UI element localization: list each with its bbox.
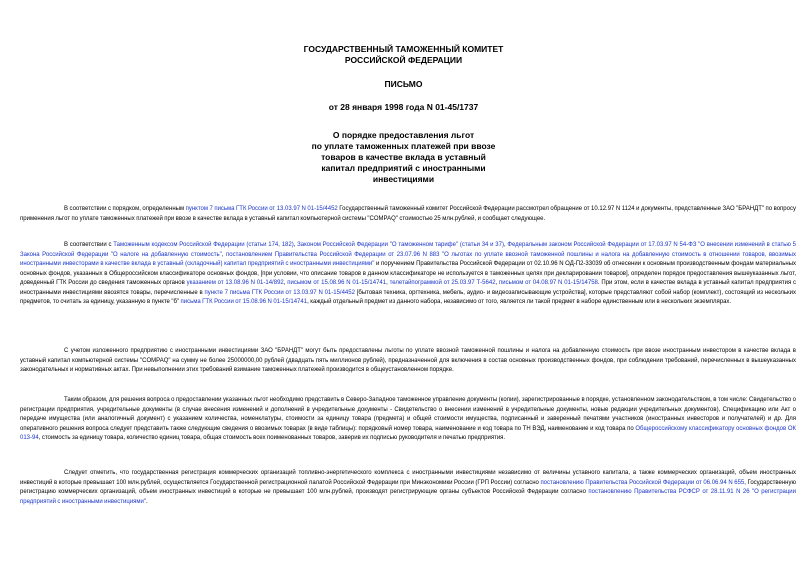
text-run: Государственный таможенный комитет Российской Федерации рассмотрел обращение от 10.12.97 N 1124 и документы, представленные ЗАО "БРАНДТ" по вопросу применения льгот по уплате таможенных платежей при ввозе в качестве вклада в уставный капитал компьютерной системы "COMPAQ" стоимостью 25 млн.рублей, и сообщает следующее. — [20, 206, 796, 222]
link-gtk-letter-13-03-97[interactable]: пунктом 7 письма ГТК России от 13.03.97 N 01-15/4452 — [185, 206, 338, 212]
link-teletype-t-5642[interactable]: телетайпограммой от 25.03.97 Т-5642 — [389, 280, 496, 286]
text-run: , — [283, 280, 288, 286]
paragraph-3 — [20, 347, 796, 376]
text-run: , Государственную регистрацию коммерческих организаций, объем иностранных инвестиций в которые не превышает 100 млн.рублей, производят регистрирующие органы субъектов Российской Федерации согласно — [20, 479, 796, 495]
text-run: . При этом, если в качестве вклада в уставный капитал предприятия с иностранными инвестициями ввозятся товары, перечисленные в — [20, 280, 797, 296]
text-run: . — [146, 498, 148, 505]
link-instruction-892[interactable]: указанием от 13.08.96 N 01-14/892 — [186, 280, 284, 286]
link-classifier-ok-013-94[interactable]: Общероссийскому классификатору основных фондов ОК 013-94 — [20, 425, 796, 441]
paragraph-1 — [20, 205, 796, 224]
link-customs-tariff-law[interactable]: Законом Российской Федерации "О таможенном тарифе" (статьи 34 и 37) — [297, 242, 504, 248]
link-resolution-655[interactable]: постановлению Правительства Российской Федерации от 06.06.94 N 655 — [540, 479, 745, 486]
issuer-line-2: РОССИЙСКОЙ ФЕДЕРАЦИИ — [344, 55, 463, 65]
text-run: Следует отметить, что государственная регистрация коммерческих организаций топливно-энергетического комплекса с иностранными инвестициями независимо от величины уставного капитала, а также коммерческих организаций, объем иностранных инвестиций в которые превышает 100 млн.рублей, осуществляется Государственной регистрационной палатой Российской Федерации при Минэкономики России (ГРП России) согласно — [20, 470, 796, 486]
text-run: , стоимость за единицу товара, количество единиц товара, общая стоимость всех поименованных товаров, заверив их подписью руководителя и печатью предприятия. — [38, 435, 506, 441]
text-run: В соответствии с порядком, определенным — [64, 206, 186, 212]
subject-line-1: О порядке предоставления льгот — [332, 130, 475, 140]
issuer-line-1: ГОСУДАРСТВЕННЫЙ ТАМОЖЕННЫЙ КОМИТЕТ — [303, 44, 504, 54]
link-federal-law-54-fz[interactable]: Федеральным законом Российской Федерации от 17.03.97 N 54-ФЗ "О внесении изменений в статью 5 Закона Российской Федерации "О налоге на добавленную стоимость" — [20, 242, 796, 258]
subject-line-3: товаров в качестве вклада в уставный — [321, 152, 486, 162]
link-letter-14741[interactable]: письмом от 15.08.96 N 01-15/14741 — [287, 280, 387, 286]
link-rsfsr-resolution-26[interactable]: постановлению Правительства РСФСР от 28.11.91 N 26 "О регистрации предприятий с иностранными инвестициями" — [20, 489, 797, 505]
text-run: , — [503, 242, 508, 248]
link-gtk-letter-item-7[interactable]: пункте 7 письма ГТК России от 13.03.97 N 01-15/4452 — [204, 289, 355, 296]
text-run: , — [386, 280, 390, 286]
link-letter-14758[interactable]: письмом от 04.08.97 N 01-15/14758 — [499, 280, 598, 286]
paragraph-2 — [20, 241, 796, 308]
text-run: , каждый отдельный предмет из данного набора, независимо от того, является ли такой предмет в наборе единственным или в нескольких экземплярах. — [307, 299, 732, 305]
link-gtk-letter-15-08-96[interactable]: письма ГТК России от 15.08.96 N 01-15/14741 — [180, 299, 308, 305]
text-run: Таким образом, для решения вопроса о предоставлении указанных льгот необходимо представить в Северо-Западное таможенное управление документы (копии), зарегистрированные в порядке, установленном законодательством, в том числе: Свидетельство о регистрации предприятия, учредительные документы (в случае внесения изменений и дополнений в учредительные документы - Свидетельство о внесении изменений в учредительные документы, новые редакции учредительных документов), Спецификацию или Акт о передаче имущества (или аналогичный документ) с указанием количества, номенклатуры, стоимости за единицу товара (предмета) и общей стоимости имущества, подписанный и заверенный печатями участников (иностранных инвесторов и получателей) и др. Для оперативного решения вопроса следует представить также следующие сведения о ввозимых товарах (в виде таблицы): порядковый номер товара, наименование и код товара по ТН ВЭД, наименование и код товара по — [20, 397, 796, 432]
link-government-resolution-883[interactable]: постановлением Правительства Российской Федерации от 23.07.96 N 883 "О льготах по уплате ввозной таможенной пошлины и налога на добавленную стоимость в отношении товаров, ввозимых иностранными инвесторами в качестве вклада в уставный (складочный) капитал предприятий с иностранными инвестициями" — [20, 251, 796, 267]
text-run: , — [495, 280, 500, 286]
subject-line-5: инвестициями — [372, 174, 435, 184]
text-run: С учетом изложенного предприятию с иностранными инвестициями ЗАО "БРАНДТ" могут быть предоставлены льготы по уплате ввозной таможенной пошлины и налога на добавленную стоимость при ввозе иностранным инвестором в качестве вклада в уставный капитал компьютерной системы "COMPAQ" на сумму не более 25000000,00 рублей (двадцать пять миллионов рублей), предназначенной для включения в состав основных производственных фондов, при соблюдении требований, перечисленных в вышеуказанных законодательных и нормативных актах. При невыполнении этих требований взимание таможенных платежей производится в общеустановленном порядке. — [20, 348, 796, 373]
text-run: , — [293, 242, 298, 248]
text-run: и поручением Правительства Российской Федерации от 02.10.96 N ОД-П2-33039 об отнесении к основным производственным фондам материальных основных фондов, указанных в Общероссийском классификаторе основных фондов, [при условии, что описание товаров в данном классификаторе не используется в таможенных целях при декларировании товаров], определен порядок предоставления вышеуказанных льгот, доведенный ГТК России до сведения таможенных органов — [20, 261, 797, 286]
subject-line-2: по уплате таможенных платежей при ввозе — [311, 141, 496, 151]
subject-line-4: капитал предприятий с иностранными — [321, 163, 486, 173]
text-run: [бытовая техника, оргтехника, мебель, аудио- и видеозаписывающие устройства], которые представляют собой набор (комплект), состоящий из нескольких предметов, то считать за единицу, указанную в пункте "б" — [20, 289, 796, 305]
link-customs-code[interactable]: Таможенным кодексом Российской Федерации (статьи 174, 182) — [113, 242, 294, 248]
document-date: от 28 января 1998 года N 01-45/1737 — [328, 102, 479, 112]
text-run: , — [221, 251, 226, 258]
paragraph-5 — [20, 469, 796, 507]
paragraph-4 — [20, 396, 796, 444]
text-run: В соответствии с — [64, 242, 114, 248]
document-type: ПИСЬМО — [384, 79, 423, 89]
